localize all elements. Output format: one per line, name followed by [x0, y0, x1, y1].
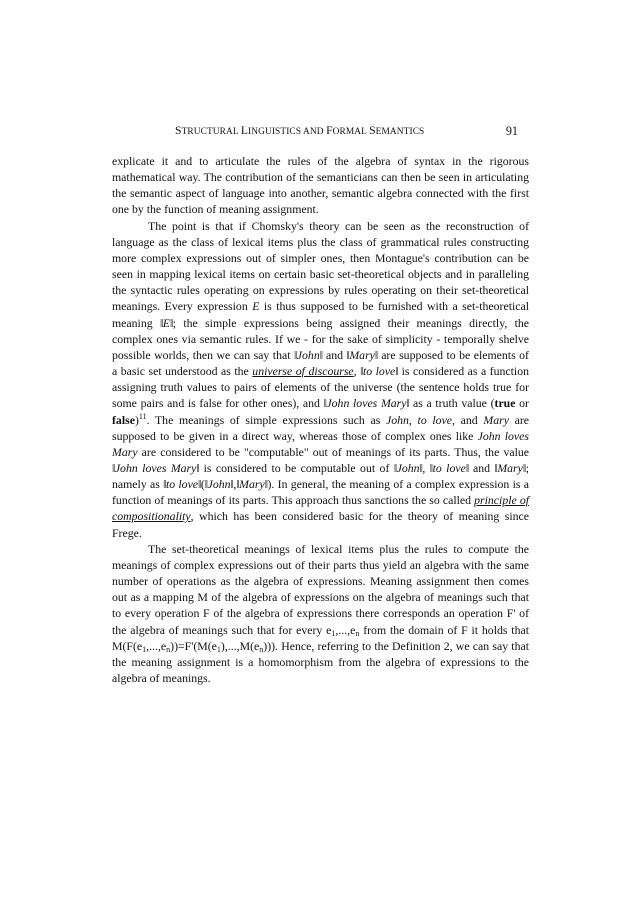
footnote-ref-11[interactable]: 11 [138, 411, 147, 421]
page [112, 122, 529, 686]
paragraph-1: explicate it and to articulate the rules of the algebra of syntax in the rigorous mathematical way. The contribution of the semanticians can then be seen in articulating the semantic aspect of language into another, semantic algebra connected with the first one by the function of meaning assignment. [112, 154, 529, 217]
paragraph-3: The set-theoretical meanings of lexical items plus the rules to compute the meanings of complex expressions out of their parts thus yield an algebra with the same number of operations as the algebra of expressions. Meaning assignment then comes out as a mapping M of the algebra of expressions on the algebra of meanings such that to every operation F of the algebra of expressions there corresponds an operation F' of the algebra of meanings such that for every $e_1,...,e_n$ from the domain of F it holds that $M(F(e_1,...,e_n))=F'(M(e_1),...,M(e_n))$). Hence, referring to the Definition 2, we can say that the meaning assignment is a homomorphism from the algebra of expressions to the algebra of meanings. [112, 541, 529, 685]
running-head [112, 122, 529, 140]
page-number: 91 [505, 124, 518, 138]
paragraph-2: The point is that if Chomsky's theory can be seen as the reconstruction of language as the class of lexical items plus the class of grammatical rules constructing more complex expressions out of simpler ones, then Montague's contribution can be seen in mapping lexical items on certain basic set-theoretical objects and in paralleling the syntactic rules operating on expressions by rules operating on their set-theoretical meanings. Every expression E is thus supposed to be furnished with a set-theoretical meaning ‖E‖; the simple expressions being assigned their meanings directly, the complex ones via semantic rules. If we - for the sake of simplicity - temporally shelve possible worlds, then we can say that ‖John‖ and ‖Mary‖ are supposed to be elements of a basic set understood as the universe of discourse, ‖to love‖ is considered as a function assigning truth values to pairs of elements of the universe (the sentence holds true for some pairs and is false for other ones), and ‖John loves Mary‖ as a truth value (true or false)$^{11}$. The meanings of simple expressions such as John, to love, and Mary are supposed to be given in a direct way, whereas those of complex ones like John loves Mary are considered to be "computable" out of meanings of its parts. Thus, the value ‖John loves Mary‖ is considered to be computable out of ‖John‖, ‖to love‖ and ‖Mary‖; namely as ‖to love‖(‖John‖,‖Mary‖). In general, the meaning of a complex expression is a function of meanings of its parts. This approach thus sanctions the so called principle of compositionality, which has been considered basic for the theory of meaning since Frege. [112, 218, 530, 540]
running-head-title: STRUCTURAL LINGUISTICS AND FORMAL SEMANTICS [175, 124, 425, 137]
